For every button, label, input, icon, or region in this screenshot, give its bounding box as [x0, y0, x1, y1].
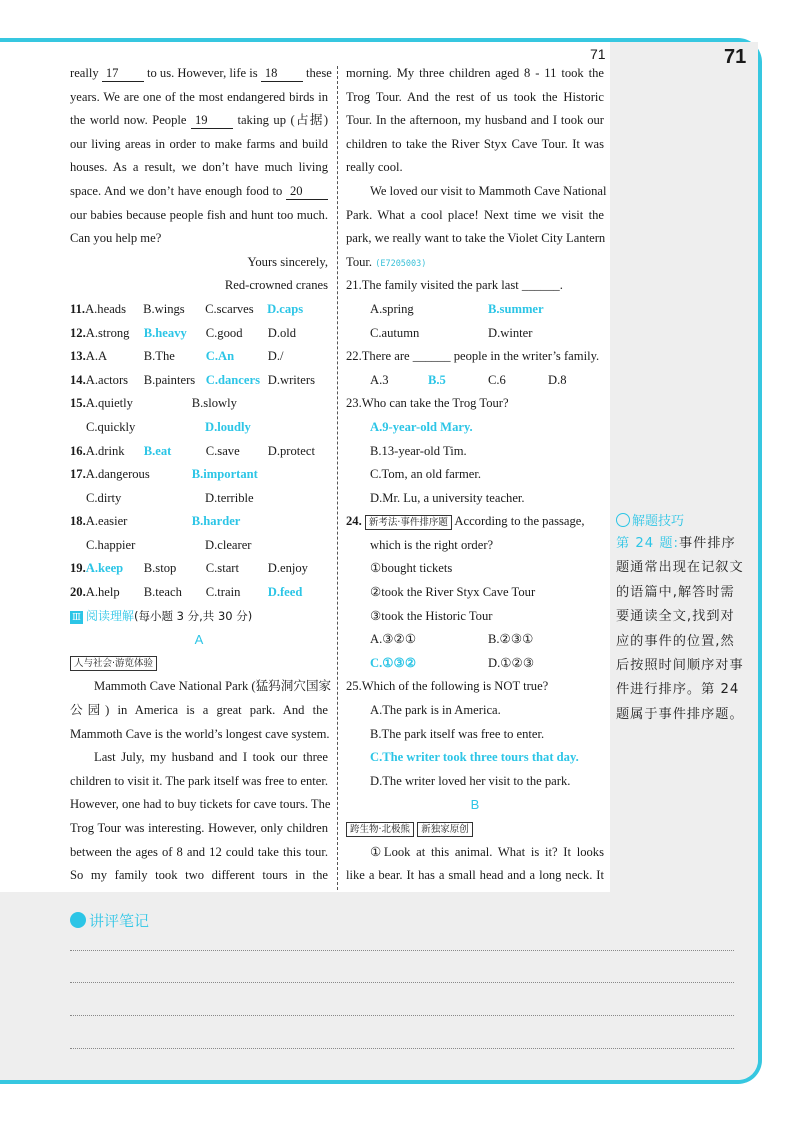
cloze-question-row2: [70, 487, 328, 511]
tour-end-line: [346, 251, 604, 275]
q24-options-row2: [346, 652, 604, 676]
cloze-option[interactable]: A.strong: [85, 325, 130, 340]
q22-stem: 22.There are ______ people in the writer’s family.: [346, 349, 600, 364]
q24-option-c[interactable]: C.①③②: [370, 655, 417, 670]
letter-text: [70, 62, 332, 251]
cloze-question-row2: [70, 416, 328, 440]
question-number: 18.: [70, 514, 86, 529]
notes-icon: [70, 912, 86, 928]
passage-a-line: Mammoth Cave is the world’s longest cave system.: [70, 726, 330, 741]
passage-a-line: So my family took two different tours in the: [70, 868, 328, 883]
cloze-question: [70, 510, 328, 534]
q25-option-b[interactable]: B.The park itself was free to enter.: [370, 726, 545, 741]
q24-stem-b: which is the right order?: [370, 537, 494, 552]
cloze-option[interactable]: A.keep: [85, 561, 124, 576]
tip-text: 事件排序题通常出现在记叙文的语篇中,解答时需要通读全文,找到对应的事件的位置,然后按照时间顺序对事件进行排序。第 24 题属于事件排序题。: [616, 536, 744, 722]
question-number: 11.: [70, 301, 86, 316]
section-title: 阅读理解: [86, 608, 135, 623]
q24-event-3: ③took the Historic Tour: [370, 608, 493, 623]
q21-stem: 21.The family visited the park last ______.: [346, 278, 563, 293]
tip-body: [616, 532, 746, 727]
cloze-option[interactable]: C.good: [205, 325, 243, 340]
letter-line: [70, 86, 328, 110]
cloze-option[interactable]: C.happier: [86, 537, 136, 552]
letter-text-segment: our living areas in order to make farms and build: [70, 136, 328, 151]
passage-a-tag: 人与社会·游览体验: [70, 656, 157, 671]
q21-options-row2: [346, 322, 604, 346]
question-number: 12.: [70, 325, 86, 340]
cloze-option[interactable]: B.teach: [143, 585, 182, 600]
cloze-question: [70, 345, 328, 369]
notes-line[interactable]: [70, 950, 734, 951]
letter-text-segment: years. We are one of the most endangered birds in: [70, 89, 328, 104]
letter-closing: Yours sincerely,: [247, 254, 328, 269]
letter-text-segment: to us. However, life is: [143, 66, 261, 80]
passage-a-line: Trog Tour was interesting. However, only children: [70, 821, 328, 835]
cloze-option[interactable]: B.eat: [143, 443, 172, 458]
passage-a-line: Last July, my husband and I took our three: [94, 750, 328, 765]
q24-option-b[interactable]: B.②③①: [488, 632, 534, 647]
cloze-blank[interactable]: 19: [191, 113, 233, 129]
q22-option-d[interactable]: D.8: [548, 372, 567, 387]
tip-title-row: [616, 510, 684, 529]
passage-b-line-1: ①Look at this animal. What is it? It looks: [370, 844, 604, 859]
section-note: (每小题 3 分,共 30 分): [134, 608, 253, 623]
cloze-option[interactable]: C.start: [205, 561, 239, 576]
q24-options-row1: [346, 628, 604, 652]
notes-line[interactable]: [70, 982, 734, 983]
left-column: [70, 62, 332, 888]
cloze-option[interactable]: B.stop: [143, 561, 177, 576]
cloze-option[interactable]: D.writers: [267, 372, 315, 387]
letter-line: [70, 62, 332, 86]
q25-stem: 25.Which of the following is NOT true?: [346, 679, 549, 694]
cloze-option[interactable]: A.A: [85, 349, 108, 364]
q24-stem-line1: [346, 510, 604, 534]
cloze-question-row2: [70, 534, 328, 558]
passage-a-continued: [346, 62, 607, 251]
q22-options: [346, 369, 604, 393]
notes-line[interactable]: [70, 1015, 734, 1016]
q23-option-d[interactable]: D.Mr. Lu, a university teacher.: [370, 490, 525, 505]
cloze-option[interactable]: C.scarves: [205, 301, 254, 316]
cloze-question: [70, 392, 328, 416]
cloze-option[interactable]: B.wings: [143, 301, 185, 316]
lightbulb-icon: [616, 513, 630, 527]
cloze-question: [70, 581, 328, 605]
cloze-option[interactable]: A.heads: [85, 301, 126, 316]
letter-text-segment: space. And we don’t have enough food to: [70, 183, 286, 198]
q24-stem-a: According to the passage,: [454, 514, 585, 529]
q21-option-b[interactable]: B.summer: [488, 301, 544, 316]
cloze-option[interactable]: A.actors: [85, 372, 129, 387]
passage-b-line-2: like a bear. It has a small head and a long neck. It: [346, 868, 604, 883]
passage-a-line: Mammoth Cave National Park (猛犸洞穴国家: [94, 679, 332, 694]
cloze-question: [70, 322, 328, 346]
notes-line[interactable]: [70, 1048, 734, 1049]
q24-event-2: ②took the River Styx Cave Tour: [370, 585, 536, 600]
letter-line: [70, 204, 328, 228]
passage-a-tag-row: [70, 652, 328, 676]
passage-a-line: Park. What a cool place! Next time we visit the: [346, 207, 604, 222]
q24-event-1: ①bought tickets: [370, 561, 453, 576]
passage-b-tag-1: 跨生物·北极熊: [346, 822, 414, 837]
cloze-blank[interactable]: 18: [261, 66, 303, 82]
cloze-option[interactable]: D./: [267, 349, 284, 364]
cloze-option[interactable]: C.quickly: [86, 419, 136, 434]
cloze-option[interactable]: A.drink: [85, 443, 125, 458]
letter-line: [70, 180, 328, 204]
letter-text-segment: these: [302, 66, 332, 80]
passage-a-line: 公园) in America is a great park. And the: [70, 703, 328, 718]
question-number: 15.: [70, 396, 86, 411]
q24-option-d[interactable]: D.①②③: [488, 655, 535, 670]
letter-line: [70, 227, 328, 251]
cloze-option[interactable]: B.slowly: [191, 396, 237, 411]
margin-panel: [610, 42, 758, 892]
passage-a-line: children to take the River Styx Cave Tour. It was: [346, 136, 604, 151]
passage-b-tags: [346, 817, 604, 841]
q23-option-b[interactable]: B.13-year-old Tim.: [370, 443, 467, 458]
cloze-question: [70, 369, 328, 393]
q21-option-c[interactable]: C.autumn: [370, 325, 420, 340]
cloze-option[interactable]: D.enjoy: [267, 561, 308, 576]
cloze-question: [70, 463, 328, 487]
cloze-option[interactable]: D.protect: [267, 443, 315, 458]
letter-text-segment: our babies because people fish and hunt too much.: [70, 207, 328, 222]
tour-code: (E7205003): [375, 258, 427, 269]
cloze-option[interactable]: B.The: [143, 349, 175, 364]
letter-text-segment: Can you help me?: [70, 231, 162, 246]
cloze-blank[interactable]: 20: [286, 184, 328, 200]
q22-option-a[interactable]: A.3: [370, 372, 389, 387]
cloze-option[interactable]: D.clearer: [205, 537, 252, 552]
q21-option-d[interactable]: D.winter: [488, 325, 533, 340]
cloze-option[interactable]: D.feed: [267, 585, 303, 600]
q25-option-a[interactable]: A.The park is in America.: [370, 703, 501, 718]
question-number: 16.: [70, 443, 86, 458]
page-number-big: 71: [724, 46, 747, 68]
letter-line: [70, 156, 328, 180]
cloze-option[interactable]: C.train: [205, 585, 241, 600]
q24-number: 24.: [346, 514, 362, 529]
tip-highlight: 第 24 题:: [616, 536, 679, 551]
cloze-question: [70, 557, 328, 581]
letter-line: [70, 109, 328, 133]
cloze-option[interactable]: D.old: [267, 325, 297, 340]
q22-option-b[interactable]: B.5: [428, 372, 446, 387]
question-number: 19.: [70, 561, 86, 576]
passage-b-tag-2: 新独家原创: [417, 822, 473, 837]
passage-a-line: children to visit it. The park itself was free to enter.: [70, 773, 328, 788]
notes-title: 讲评笔记: [89, 912, 150, 930]
column-divider: [337, 66, 338, 890]
tip-title: 解题技巧: [632, 514, 685, 529]
cloze-option[interactable]: C.An: [205, 349, 235, 364]
cloze-option[interactable]: C.save: [205, 443, 240, 458]
letter-line: [70, 133, 328, 157]
tour-end: Tour.: [346, 254, 373, 269]
cloze-option[interactable]: B.heavy: [143, 325, 187, 340]
passage-a-line: However, one had to buy tickets for cave tours. The: [70, 797, 331, 812]
cloze-option[interactable]: B.painters: [143, 372, 196, 387]
q21-options-row1: [346, 298, 604, 322]
passage-a-letter: A: [194, 632, 204, 648]
passage-a-line: park, we really want to take the Violet City Lantern: [346, 231, 606, 246]
q25-option-c[interactable]: C.The writer took three tours that day.: [370, 750, 579, 765]
passage-b-letter: B: [470, 797, 480, 813]
cloze-option[interactable]: B.harder: [191, 514, 241, 529]
letter-text-segment: really: [70, 66, 102, 80]
cloze-question: [70, 298, 328, 322]
notes-title-row: [70, 910, 149, 931]
cloze-option[interactable]: C.dancers: [205, 372, 260, 387]
q21-option-a[interactable]: A.spring: [370, 301, 414, 316]
cloze-option[interactable]: D.loudly: [205, 419, 251, 434]
cloze-option[interactable]: A.help: [85, 585, 120, 600]
passage-a-line: morning. My three children aged 8 - 11 took the: [346, 66, 604, 80]
cloze-blank[interactable]: 17: [102, 66, 144, 82]
letter-text-segment: houses. As a result, we don’t have much living: [70, 160, 328, 175]
cloze-option[interactable]: B.important: [191, 467, 258, 482]
q23-stem: 23.Who can take the Trog Tour?: [346, 396, 509, 411]
letter-text-segment: taking up (占据): [232, 113, 329, 128]
cloze-options: [70, 298, 328, 605]
letter-signature: Red-crowned cranes: [224, 278, 328, 293]
passage-a-line: We loved our visit to Mammoth Cave National: [370, 183, 607, 198]
section-badge: Ⅲ: [70, 611, 83, 624]
q25-option-d[interactable]: D.The writer loved her visit to the park.: [370, 773, 571, 788]
passage-a-text: [70, 675, 332, 887]
question-number: 17.: [70, 467, 86, 482]
cloze-question: [70, 440, 328, 464]
middle-column: [346, 62, 607, 888]
cloze-option[interactable]: A.easier: [85, 514, 128, 529]
passage-a-line: between the ages of 8 and 12 could take this tour.: [70, 844, 328, 859]
cloze-option[interactable]: D.terrible: [205, 490, 254, 505]
q23-option-c[interactable]: C.Tom, an old farmer.: [370, 467, 482, 482]
q24-option-a[interactable]: A.③②①: [370, 632, 417, 647]
passage-a-line: Tour. In the afternoon, my husband and I took our: [346, 113, 604, 128]
passage-a-line: really cool.: [346, 160, 403, 175]
cloze-option[interactable]: C.dirty: [86, 490, 122, 505]
cloze-option[interactable]: A.dangerous: [85, 467, 150, 482]
question-number: 20.: [70, 585, 86, 600]
page-number-small: 71: [590, 46, 606, 62]
letter-text-segment: the world now. People: [70, 113, 191, 128]
q22-option-c[interactable]: C.6: [488, 372, 506, 387]
passage-a-line: Trog Tour. And the rest of us took the Historic: [346, 89, 604, 104]
cloze-option[interactable]: A.quietly: [85, 396, 133, 411]
question-number: 14.: [70, 372, 86, 387]
q24-tag: 新考法·事件排序题: [365, 515, 452, 530]
cloze-option[interactable]: D.caps: [267, 301, 304, 316]
question-number: 13.: [70, 349, 86, 364]
section-heading: [70, 605, 328, 629]
q23-option-a[interactable]: A.9-year-old Mary.: [370, 419, 473, 434]
